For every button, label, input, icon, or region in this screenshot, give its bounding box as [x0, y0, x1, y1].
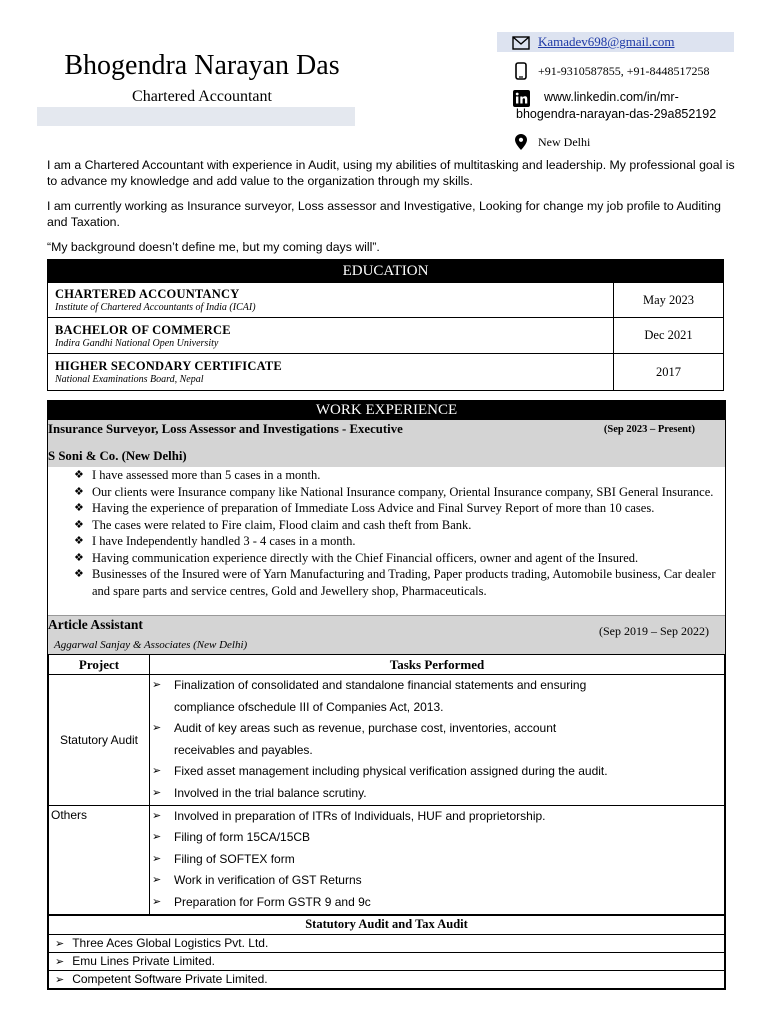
- map-pin-icon: [512, 133, 530, 151]
- email-link[interactable]: Kamadev698@gmail.com: [538, 34, 675, 49]
- summary-paragraph-1: I am a Chartered Accountant with experience in Audit, using my abilities of multitasking and leadership. My professional goal is to advance my knowledge and add value to the organization through my skills.: [47, 158, 735, 188]
- project-name: Statutory Audit: [49, 675, 150, 806]
- list-item: ➢ Filing of SOFTEX form: [150, 849, 724, 871]
- phone-numbers: +91-9310587855, +91-8448517258: [538, 64, 710, 78]
- email-row: [512, 34, 675, 52]
- list-item: compliance ofschedule III of Companies Act, 2013.: [174, 699, 444, 714]
- table-row: [49, 970, 725, 988]
- list-item: ❖ Our clients were Insurance company like National Insurance company, Oriental Insurance company, SBI General Insurance.: [74, 484, 714, 499]
- summary-paragraph-2: I am currently working as Insurance surveyor, Loss assessor and Investigative, Looking for change my job profile to Auditing and Taxation.: [47, 199, 721, 229]
- arrow-bullet-icon: ➢: [152, 786, 162, 799]
- list-item: ➢ Preparation for Form GSTR 9 and 9c: [150, 892, 724, 914]
- list-item: ➢ Filing of form 15CA/15CB: [150, 827, 724, 849]
- phone-icon: [512, 62, 530, 80]
- job2-period: (Sep 2019 – Sep 2022): [599, 624, 709, 638]
- clients-heading: Statutory Audit and Tax Audit: [49, 915, 725, 934]
- degree-name: CHARTERED ACCOUNTANCY: [55, 287, 240, 301]
- institute-name: National Examinations Board, Nepal: [55, 374, 204, 385]
- diamond-bullet-icon: ❖: [74, 485, 84, 498]
- education-table: [47, 259, 724, 391]
- job2-company: Aggarwal Sanjay & Associates (New Delhi): [54, 639, 248, 651]
- job1-bullets: [48, 467, 725, 615]
- education-heading: EDUCATION: [48, 260, 724, 283]
- education-row: [48, 354, 724, 391]
- tasks-table: [48, 654, 725, 915]
- linkedin-url-line1[interactable]: www.linkedin.com/in/mr-: [544, 90, 679, 104]
- linkedin-icon: [512, 89, 530, 107]
- arrow-bullet-icon: ➢: [55, 938, 65, 951]
- job2-title: Article Assistant: [48, 617, 143, 632]
- list-item: ➢ Involved in preparation of ITRs of Individuals, HUF and proprietorship.: [150, 806, 724, 828]
- list-item: ❖ I have assessed more than 5 cases in a month.: [74, 468, 321, 482]
- client-name: Competent Software Private Limited.: [72, 972, 268, 987]
- arrow-bullet-icon: ➢: [152, 722, 162, 735]
- education-date: Dec 2021: [614, 318, 724, 354]
- arrow-bullet-icon: ➢: [152, 809, 162, 822]
- list-item: ❖ I have Independently handled 3 - 4 cases in a month.: [74, 534, 356, 548]
- job1-period: (Sep 2023 – Present): [603, 424, 695, 435]
- arrow-bullet-icon: ➢: [152, 765, 162, 778]
- list-item: ➢ Audit of key areas such as revenue, purchase cost, inventories, account: [150, 718, 724, 740]
- list-item: ❖ Businesses of the Insured were of Yarn Manufacturing and Trading, Paper products trading, Automobile business, Car dealer and spare parts and service centres, Gold and Jewellery shop, Pharmaceuticals.: [74, 567, 716, 598]
- task-list: [150, 806, 724, 914]
- job1-company: S Soni & Co. (New Delhi): [48, 449, 187, 463]
- summary-quote: “My background doesn’t define me, but my coming days will”.: [47, 240, 380, 254]
- education-date: 2017: [614, 354, 724, 391]
- phone-row: [512, 62, 710, 80]
- degree-name: HIGHER SECONDARY CERTIFICATE: [55, 359, 282, 373]
- arrow-bullet-icon: ➢: [152, 852, 162, 865]
- education-date: May 2023: [614, 283, 724, 318]
- work-experience-section: [47, 400, 726, 990]
- list-item: ➢ Involved in the trial balance scrutiny.: [150, 783, 724, 805]
- table-row: [49, 675, 725, 806]
- list-item: ➢ Work in verification of GST Returns: [150, 870, 724, 892]
- candidate-title: Chartered Accountant: [132, 88, 272, 105]
- project-name: Others: [49, 805, 150, 914]
- arrow-bullet-icon: ➢: [152, 831, 162, 844]
- table-row: [49, 952, 725, 970]
- job1-header: [48, 420, 725, 467]
- location-row: [512, 133, 590, 151]
- task-list: [150, 675, 724, 805]
- list-item: ❖ The cases were related to Fire claim, Flood claim and cash theft from Bank.: [74, 517, 472, 532]
- table-row: [49, 805, 725, 914]
- work-experience-heading: WORK EXPERIENCE: [48, 401, 725, 420]
- diamond-bullet-icon: ❖: [74, 535, 84, 547]
- candidate-name: Bhogendra Narayan Das: [64, 50, 340, 81]
- job1-title: Insurance Surveyor, Loss Assessor and Investigations - Executive: [48, 422, 403, 436]
- title-underline-bar: [37, 107, 355, 126]
- diamond-bullet-icon: ❖: [74, 518, 84, 531]
- column-header-tasks: Tasks Performed: [150, 655, 725, 675]
- institute-name: Indira Gandhi National Open University: [55, 337, 219, 349]
- table-row: [49, 934, 725, 952]
- envelope-icon: [512, 34, 530, 52]
- arrow-bullet-icon: ➢: [152, 874, 162, 887]
- location-text: New Delhi: [538, 135, 591, 149]
- diamond-bullet-icon: ❖: [74, 502, 84, 514]
- arrow-bullet-icon: ➢: [55, 974, 65, 987]
- linkedin-url-line2[interactable]: bhogendra-narayan-das-29a852192: [516, 107, 717, 121]
- clients-table: [48, 915, 725, 989]
- diamond-bullet-icon: ❖: [74, 469, 84, 481]
- diamond-bullet-icon: ❖: [74, 551, 84, 564]
- institute-name: Institute of Chartered Accountants of India (ICAI): [55, 302, 256, 313]
- list-item: ❖ Having the experience of preparation of Immediate Loss Advice and Final Survey Report of more than 10 cases.: [74, 501, 655, 515]
- linkedin-row: [512, 89, 716, 123]
- arrow-bullet-icon: ➢: [152, 895, 162, 908]
- list-item: ➢ Finalization of consolidated and standalone financial statements and ensuring: [150, 675, 724, 697]
- client-name: Three Aces Global Logistics Pvt. Ltd.: [72, 936, 269, 951]
- list-item: receivables and payables.: [174, 742, 313, 757]
- arrow-bullet-icon: ➢: [152, 679, 162, 691]
- education-row: [48, 283, 724, 318]
- list-item: ➢ Fixed asset management including physical verification assigned during the audit.: [150, 761, 724, 783]
- client-name: Emu Lines Private Limited.: [72, 954, 215, 969]
- list-item: ❖ Having communication experience directly with the Chief Financial officers, owner and agent of the Insured.: [74, 550, 639, 565]
- job2-header: [48, 615, 725, 654]
- column-header-project: Project: [49, 655, 150, 675]
- diamond-bullet-icon: ❖: [74, 568, 84, 580]
- degree-name: BACHELOR OF COMMERCE: [55, 322, 231, 337]
- education-row: [48, 318, 724, 354]
- arrow-bullet-icon: ➢: [55, 956, 65, 969]
